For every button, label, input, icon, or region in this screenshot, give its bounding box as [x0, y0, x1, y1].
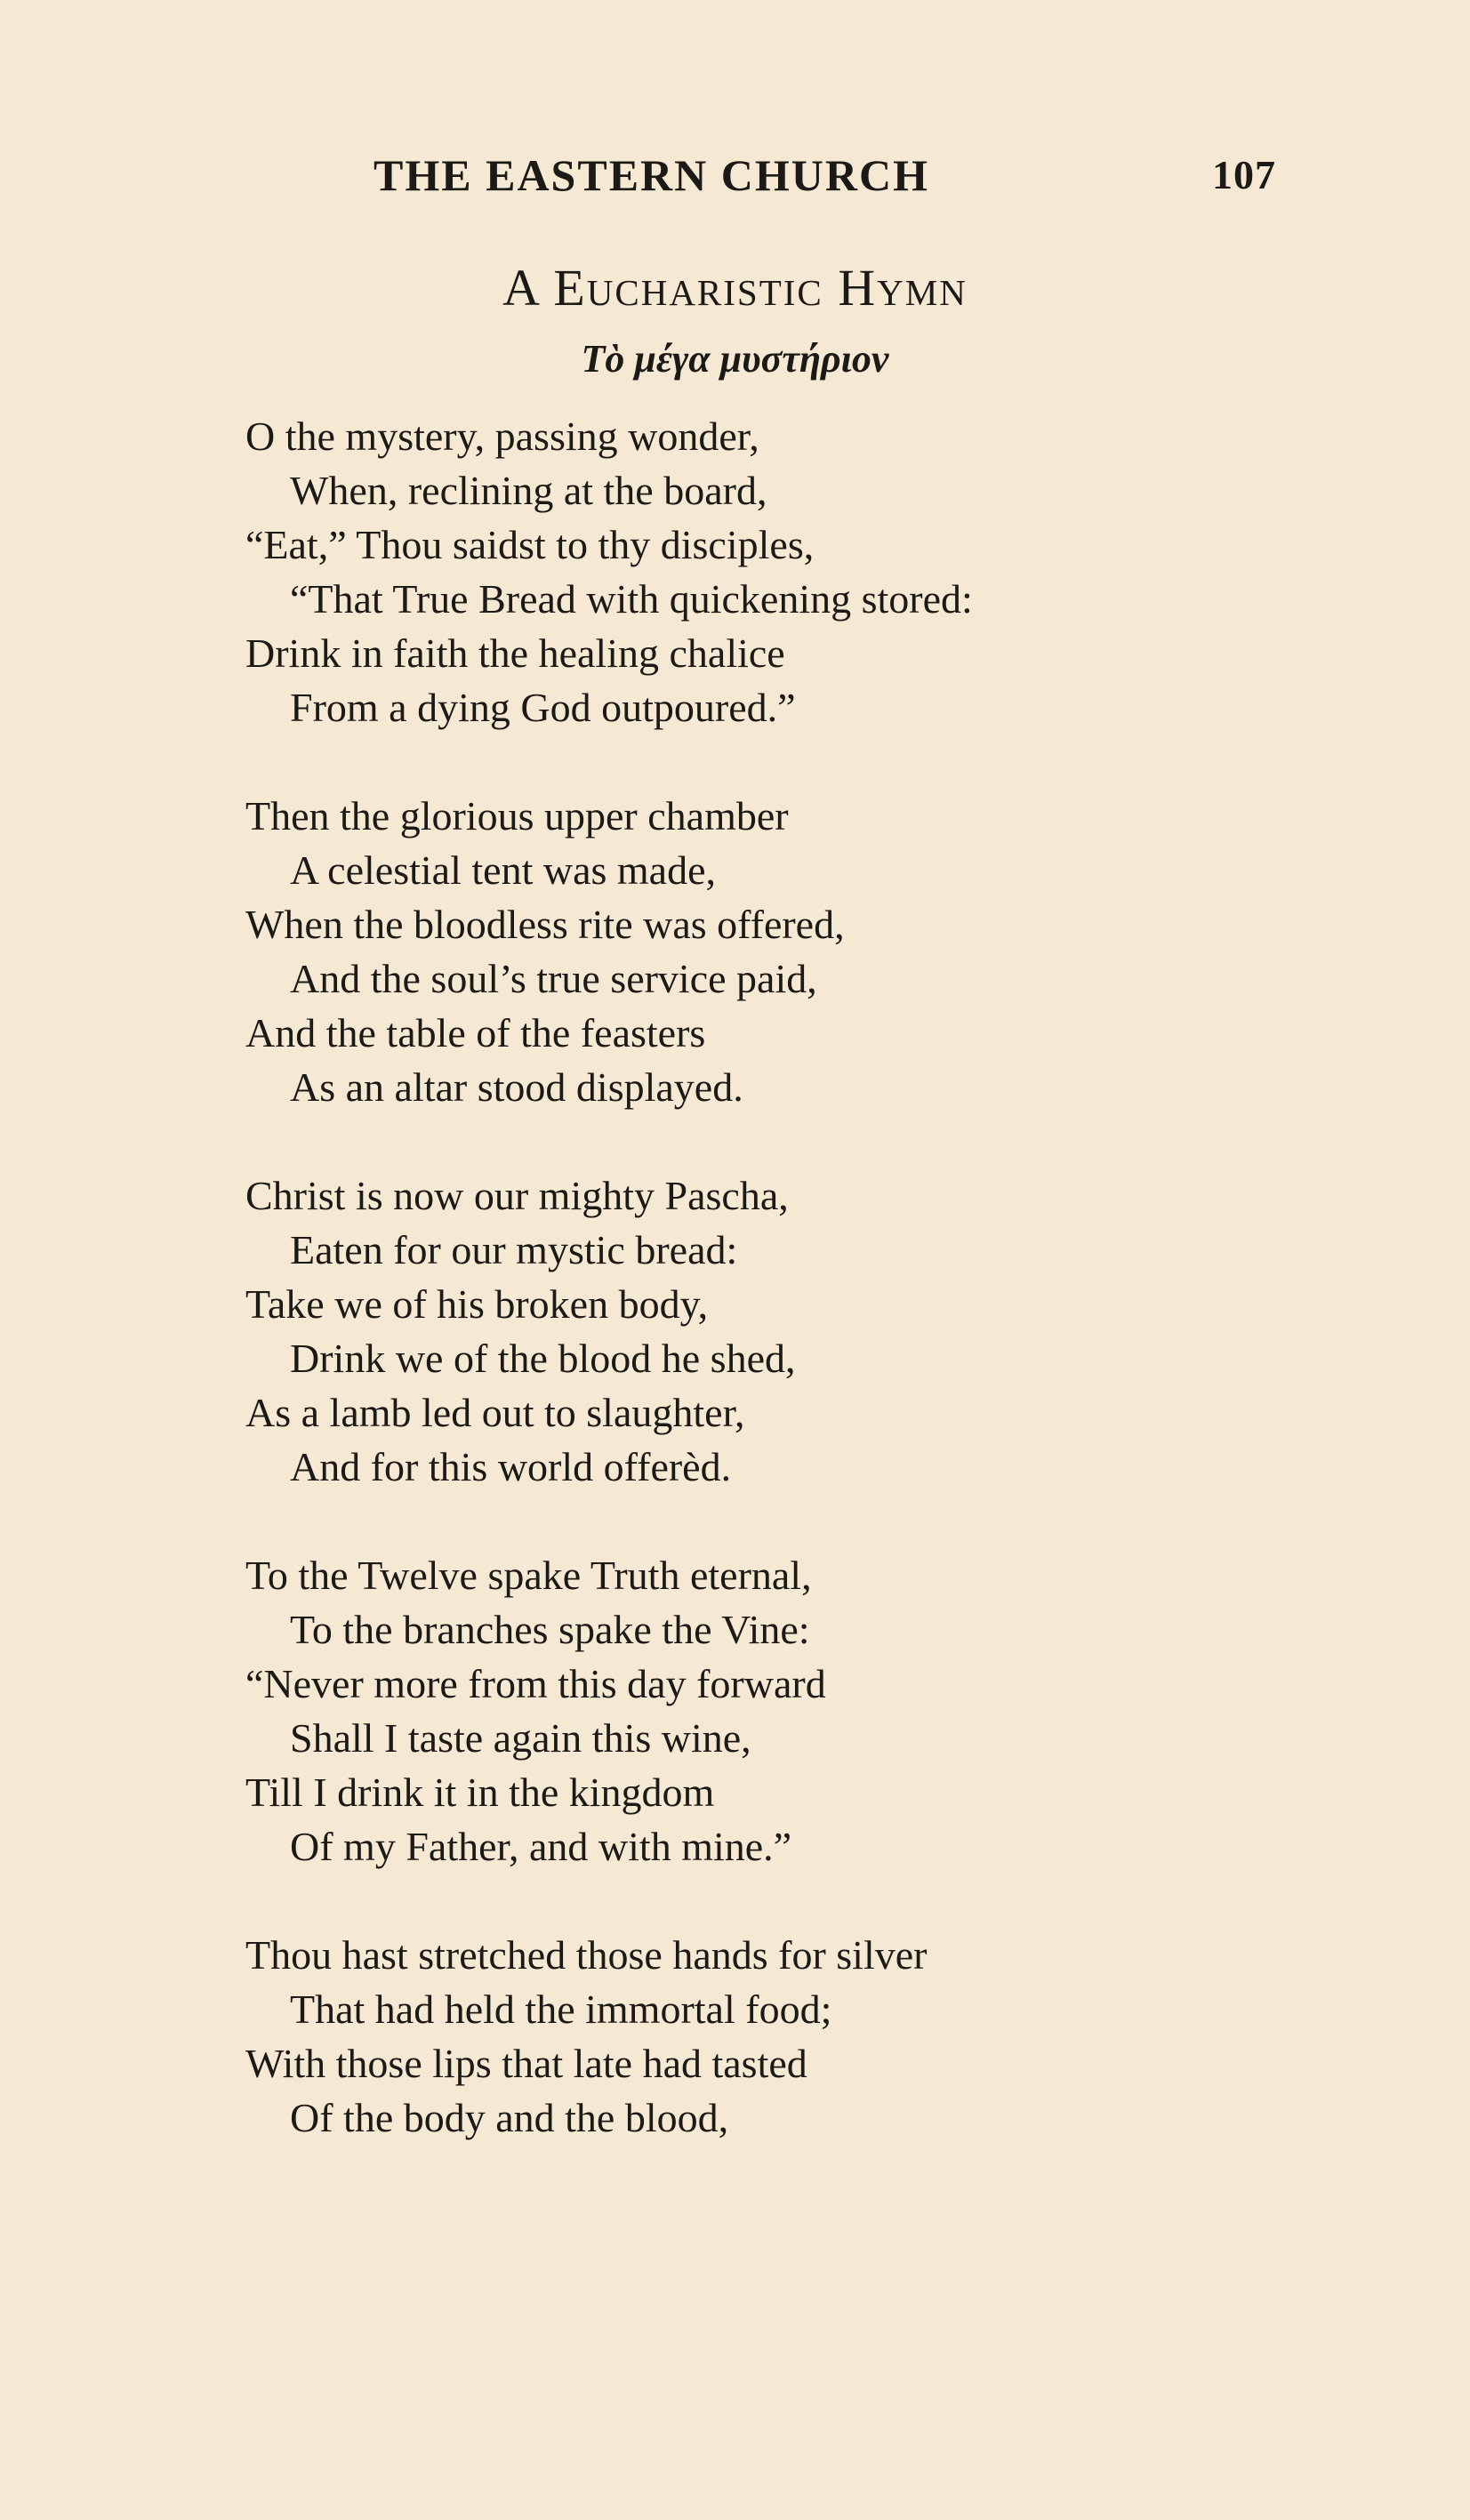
- poem-line: Eaten for our mystic bread:: [290, 1227, 738, 1272]
- poem-line: With those lips that late had tasted: [245, 2041, 807, 2086]
- poem-line: When the bloodless rite was offered,: [245, 902, 845, 947]
- poem-line: When, reclining at the board,: [290, 468, 767, 513]
- hymn-title: A Eucharistic Hymn: [502, 259, 968, 317]
- stanza: [245, 789, 1419, 1114]
- running-title: THE EASTERN CHURCH: [374, 150, 929, 200]
- running-head: [0, 149, 1470, 212]
- poem-line: “That True Bread with quickening stored:: [290, 576, 973, 622]
- poem-line: Till I drink it in the kingdom: [245, 1770, 715, 1815]
- poem-line: O the mystery, passing wonder,: [245, 413, 759, 459]
- poem-line: As a lamb led out to slaughter,: [245, 1390, 745, 1435]
- poem-line: Of my Father, and with mine.”: [290, 1824, 792, 1869]
- poem-line: And the table of the feasters: [245, 1010, 706, 1055]
- poem-line: To the Twelve spake Truth eternal,: [245, 1553, 812, 1598]
- stanza: [245, 1928, 1419, 2145]
- poem-line: A celestial tent was made,: [290, 847, 717, 893]
- stanza: [245, 1168, 1419, 1494]
- poem-line: Thou hast stretched those hands for silver: [245, 1932, 928, 1978]
- stanza: [245, 409, 1419, 734]
- poem-line: Drink we of the blood he shed,: [290, 1336, 796, 1381]
- poem-line: Of the body and the blood,: [290, 2095, 729, 2140]
- poem-line: To the branches spake the Vine:: [290, 1607, 810, 1652]
- poem-line: “Never more from this day forward: [245, 1661, 826, 1706]
- poem-line: That had held the immortal food;: [290, 1986, 832, 2032]
- page-number: 107: [1212, 152, 1276, 197]
- poem-line: As an altar stood displayed.: [290, 1064, 743, 1110]
- poem-line: Christ is now our mighty Pascha,: [245, 1173, 789, 1218]
- poem-line: Shall I taste again this wine,: [290, 1715, 751, 1761]
- poem-line: Drink in faith the healing chalice: [245, 630, 785, 676]
- poem-line: And for this world offerèd.: [290, 1444, 732, 1489]
- hymn-subtitle: Τὸ μέγα μυστήριον: [581, 337, 889, 381]
- stanza: [245, 1548, 1419, 1874]
- poem-line: “Eat,” Thou saidst to thy disciples,: [245, 522, 815, 567]
- poem-line: From a dying God outpoured.”: [290, 685, 796, 730]
- poem-line: And the soul’s true service paid,: [290, 956, 817, 1001]
- poem-line: Take we of his broken body,: [245, 1281, 709, 1327]
- poem-body: [245, 409, 1419, 2199]
- poem-line: Then the glorious upper chamber: [245, 793, 789, 839]
